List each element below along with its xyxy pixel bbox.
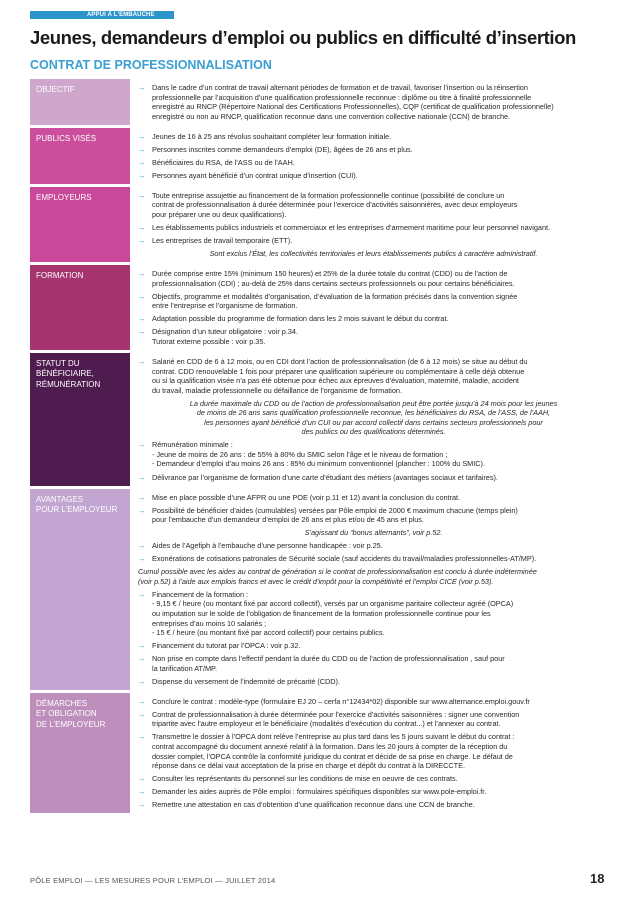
row-label-cell: [30, 128, 130, 184]
row-content: [138, 265, 609, 350]
arrow-right-icon: →: [138, 492, 146, 502]
arrow-right-icon: →: [138, 291, 146, 301]
text-line: réponse dans ce délai vaut acceptation de la prise en charge et dépôt du contrat à la DIRECCTE.: [152, 761, 465, 771]
text-line: Adaptation possible du programme de formation dans les 2 mois suivant le début du contrat.: [152, 314, 449, 324]
list-item: [138, 732, 609, 770]
list-item: [138, 654, 609, 673]
text-line: Consulter les représentants du personnel sur les conditions de mise en oeuvre de ces contrats.: [152, 774, 458, 784]
text-line: entreprises d’au moins 10 salariés ;: [152, 618, 267, 628]
row-label: RÉMUNÉRATION: [36, 379, 101, 389]
arrow-right-icon: →: [138, 131, 146, 141]
list-item: [138, 223, 609, 233]
italic-note: [138, 528, 609, 538]
text-line: des publics ou des qualifications déterminés.: [301, 427, 446, 437]
text-line: Jeunes de 16 à 25 ans révolus souhaitant compléter leur formation initiale.: [152, 131, 392, 141]
text-line: Possibilité de bénéficier d’aides (cumulables) versées par Pôle emploi de 2000 € maximum chacune (temps plein): [152, 505, 518, 515]
table-row: [30, 489, 609, 690]
text-line: Les entreprises de travail temporaire (ETT).: [152, 236, 293, 246]
text-line: Transmettre le dossier à l’OPCA dont relève l’entreprise au plus tard dans les 5 jours suivant le début du contrat :: [152, 732, 515, 742]
text-line: Financement de la formation :: [152, 589, 248, 599]
arrow-right-icon: →: [138, 505, 146, 515]
text-line: Désignation d’un tuteur obligatoire : voir p.34.: [152, 327, 298, 337]
text-line: Dans le cadre d’un contrat de travail alternant périodes de formation et de travail, favoriser l’insertion ou la réinsertion: [152, 83, 528, 92]
table-row: [30, 128, 609, 184]
text-line: Exonérations de cotisations patronales de Sécurité sociale (sauf accidents du travail/maladies professionnelles-AT/MP).: [152, 554, 537, 564]
text-line: contrat accompagné du document annexé relatif à la formation. Dans les 20 jours à compter de la réception du: [152, 742, 508, 752]
list-item: [138, 145, 609, 155]
row-label-cell: [30, 489, 130, 690]
row-label: PUBLICS VISÉS: [36, 133, 97, 143]
arrow-right-icon: →: [138, 554, 146, 564]
list-item: [138, 83, 609, 121]
list-item: [138, 269, 609, 288]
text-line: Délivrance par l’organisme de formation d’une carte d’étudiant des métiers (avantages sociaux et tarifaires).: [152, 472, 498, 482]
text-line: Personnes inscrites comme demandeurs d’emploi (DE), âgées de 26 ans et plus.: [152, 144, 413, 154]
text-line: Mise en place possible d’une AFPR ou une POE (voir p.11 et 12) avant la conclusion du contrat.: [152, 492, 460, 502]
row-label: FORMATION: [36, 271, 84, 281]
text-line: enregistré ou non au RNCP, qualification reconnue dans une convention collective nationale (CCN) de branche.: [152, 111, 511, 121]
arrow-right-icon: →: [138, 732, 146, 742]
list-item: [138, 590, 609, 638]
text-line: S’agissant du “bonus alternants”, voir p.52.: [304, 528, 443, 538]
list-item: [138, 677, 609, 687]
row-label: POUR L’EMPLOYEUR: [36, 505, 118, 515]
arrow-right-icon: →: [138, 157, 146, 167]
text-line: entre l’entreprise et l’organisme de formation.: [152, 301, 298, 311]
text-line: - 15 € / heure (ou montant fixé par accord collectif) pour certains publics.: [152, 628, 385, 638]
text-line: Aides de l’Agefiph à l’embauche d’une personne handicapée : voir p.25.: [152, 541, 383, 551]
text-line: Bénéficiaires du RSA, de l’ASS ou de l’AAH.: [152, 157, 295, 167]
row-label: OBJECTIF: [36, 85, 75, 94]
text-line: la tarification AT/MP.: [152, 663, 217, 673]
table-row: [30, 187, 609, 262]
measures-table: [30, 79, 609, 816]
arrow-right-icon: →: [138, 190, 146, 200]
list-item: [138, 641, 609, 651]
list-item: [138, 800, 609, 810]
text-line: Cumul possible avec les aides au contrat de génération si le contrat de professionnalisation est conclu à durée indéterminée: [138, 567, 537, 577]
table-row: [30, 693, 609, 813]
arrow-right-icon: →: [138, 676, 146, 686]
list-item: [138, 191, 609, 220]
row-label: ET OBLIGATION: [36, 709, 97, 719]
footer-text: PÔLE EMPLOI — LES MESURES POUR L’EMPLOI — JUILLET 2014: [30, 876, 276, 885]
row-content: [138, 187, 609, 262]
text-line: de moins de 26 ans sans qualification professionnelle reconnue, les bénéficiaires du RSA, de l’ASS, de l’AAH,: [196, 408, 551, 418]
text-line: - Demandeur d’emploi d’au moins 26 ans : 85% du minimum conventionnel (plancher : 100% du SMIC).: [152, 459, 485, 469]
row-label: DÉMARCHES: [36, 698, 88, 708]
row-label-cell: [30, 693, 130, 813]
list-item: [138, 506, 609, 525]
list-item: [138, 327, 609, 346]
arrow-right-icon: →: [138, 223, 146, 233]
text-line: Salarié en CDD de 6 à 12 mois, ou en CDI dont l’action de professionnalisation (de 6 à 12 mois) se situe au début du: [152, 356, 528, 366]
text-line: Personnes ayant bénéficié d’un contrat unique d’insertion (CUI).: [152, 170, 358, 180]
text-line: les personnes ayant bénéficié d’un CUI ou par accord collectif dans certains secteurs professionnels pour: [204, 417, 543, 427]
text-line: Objectifs, programme et modalités d’organisation, d’évaluation de la formation précisés dans la convention signée: [152, 291, 518, 301]
italic-note: [138, 249, 609, 259]
list-item: [138, 697, 609, 707]
text-line: - Jeune de moins de 26 ans : de 55% à 80% du SMIC selon l’âge et le niveau de formation ;: [152, 449, 448, 459]
row-label: STATUT DU: [36, 358, 80, 368]
text-line: Financement du tutorat par l’OPCA : voir p.32.: [152, 641, 301, 651]
list-item: [138, 541, 609, 551]
row-label: DE L’EMPLOYEUR: [36, 719, 106, 729]
list-item: [138, 493, 609, 503]
arrow-right-icon: →: [138, 774, 146, 784]
arrow-right-icon: →: [138, 327, 146, 337]
row-content: [138, 79, 609, 125]
table-row: [30, 353, 609, 486]
text-line: ou si la qualification visée n’a pas été obtenue pour échec aux épreuves d’évaluation, maternité, maladie, accident: [152, 376, 519, 386]
list-item: [138, 554, 609, 564]
text-line: (voir p.52) à l’aide aux emplois francs et avec le crédit d’impôt pour la compétitivité et l’emploi CICE (voir p.53).: [138, 576, 494, 586]
text-line: Rémunération minimale :: [152, 440, 233, 450]
arrow-right-icon: →: [138, 83, 146, 92]
arrow-right-icon: →: [138, 541, 146, 551]
list-item: [138, 158, 609, 168]
row-label: AVANTAGES: [36, 494, 84, 504]
list-item: [138, 236, 609, 246]
list-item: [138, 292, 609, 311]
text-line: contrat. CDD renouvelable 1 fois pour préparer une qualification supérieure ou complémentaire à celle déjà obtenue: [152, 366, 525, 376]
list-item: [138, 787, 609, 797]
text-line: Durée comprise entre 15% (minimum 150 heures) et 25% de la durée totale du contrat (CDD) ou de l’action de: [152, 269, 508, 279]
text-line: ou imputation sur le solde de l’obligation de financement de la formation professionnelle continue pour les: [152, 609, 491, 619]
row-label-cell: [30, 265, 130, 350]
text-line: - 9,15 € / heure (ou montant fixé par accord collectif), versés par un organisme paritaire collecteur agréé (OPCA): [152, 599, 514, 609]
arrow-right-icon: →: [138, 472, 146, 482]
text-line: contrat de professionnalisation à durée déterminée pour l’exercice d’activités saisonnières, avec deux employeurs: [152, 200, 518, 210]
row-content: [138, 128, 609, 184]
row-content: [138, 353, 609, 486]
arrow-right-icon: →: [138, 654, 146, 664]
page-number: 18: [590, 871, 605, 886]
section-tag-label: APPUI À L'EMBAUCHE: [87, 12, 155, 18]
arrow-right-icon: →: [138, 170, 146, 180]
table-row: [30, 79, 609, 125]
text-line: Demander les aides auprès de Pôle emploi : formulaires spécifiques disponibles sur www.pole-emploi.fr.: [152, 787, 487, 797]
text-line: du travail, maladie professionnelle ou défaillance de l’organisme de formation.: [152, 385, 402, 395]
arrow-right-icon: →: [138, 356, 146, 366]
arrow-right-icon: →: [138, 641, 146, 651]
arrow-right-icon: →: [138, 236, 146, 246]
text-line: Non prise en compte dans l’effectif pendant la durée du CDD ou de l’action de professionnalisation , sauf pour: [152, 654, 505, 664]
row-content: [138, 489, 609, 690]
text-line: dossier complet, l’OPCA contrôle la conformité juridique du contrat et décide de sa prise en charge. Le défaut de: [152, 751, 513, 761]
text-line: tripartite avec l’autre employeur et le bénéficiaire (modalités d’exécution du contrat...) et l’annexer au contrat.: [152, 719, 501, 729]
row-label: EMPLOYEURS: [36, 192, 92, 202]
arrow-right-icon: →: [138, 589, 146, 599]
text-line: Dispense du versement de l’indemnité de précarité (CDD).: [152, 676, 340, 686]
text-line: pour l’embauche d’un demandeur d’emploi de 26 ans et plus et/ou de 45 ans et plus.: [152, 515, 424, 525]
section-tag: [30, 11, 174, 19]
arrow-right-icon: →: [138, 696, 146, 706]
row-content: [138, 693, 609, 813]
row-label-cell: [30, 79, 130, 125]
row-label-cell: [30, 353, 130, 486]
text-line: professionnalisation (CDI) ; au-delà de 25% dans certains secteurs professionnels ou pour certains bénéficiaires.: [152, 278, 515, 288]
text-line: professionnelle par l’acquisition d’une qualification professionnelle reconnue : diplôme ou titre à finalité professionnelle: [152, 92, 532, 102]
text-line: Contrat de professionnalisation à durée déterminée pour l’exercice d’activités saisonnières : signer une convention: [152, 709, 520, 719]
row-label: BÉNÉFICIAIRE,: [36, 369, 94, 379]
list-item: [138, 132, 609, 142]
arrow-right-icon: →: [138, 800, 146, 810]
arrow-right-icon: →: [138, 269, 146, 279]
page-title: Jeunes, demandeurs d’emploi ou publics en difficulté d’insertion: [30, 27, 576, 48]
page-subtitle: CONTRAT DE PROFESSIONNALISATION: [30, 58, 272, 72]
text-line: Remettre une attestation en cas d’obtention d’une qualification reconnue dans une CCN de branche.: [152, 800, 475, 810]
text-line: Toute entreprise assujettie au financement de la formation professionnelle continue (possibilité de conclure un: [152, 190, 505, 200]
arrow-right-icon: →: [138, 144, 146, 154]
text-line: pour préparer une ou deux qualifications).: [152, 209, 287, 219]
list-item: [138, 440, 609, 469]
text-line: Sont exclus l’État, les collectivités territoriales et leurs établissements publics à caractère administratif.: [209, 249, 538, 259]
list-item: [138, 171, 609, 181]
list-item: [138, 473, 609, 483]
list-item: [138, 357, 609, 395]
list-item: [138, 774, 609, 784]
arrow-right-icon: →: [138, 440, 146, 450]
italic-note: [138, 399, 609, 437]
text-line: La durée maximale du CDD ou de l’action de professionnalisation peut être portée jusqu’à 24 mois pour les jeunes: [189, 398, 558, 408]
list-item: [138, 710, 609, 729]
text-line: Tutorat externe possible : voir p.35.: [152, 336, 266, 346]
row-label-cell: [30, 187, 130, 262]
text-line: Les établissements publics industriels et commerciaux et les entreprises d’armement maritime pour leur personnel navigant.: [152, 223, 550, 233]
arrow-right-icon: →: [138, 709, 146, 719]
text-line: enregistré au RNCP (Répertoire National des Certifications Professionnelles), CQP (certificat de qualification professionnelle): [152, 102, 554, 112]
text-line: Conclure le contrat : modèle-type (formulaire EJ 20 – cerfa n°12434*02) disponible sur www.alternance.emploi.gouv.fr: [152, 696, 530, 706]
italic-note: [138, 567, 609, 586]
arrow-right-icon: →: [138, 787, 146, 797]
arrow-right-icon: →: [138, 314, 146, 324]
list-item: [138, 314, 609, 324]
table-row: [30, 265, 609, 350]
